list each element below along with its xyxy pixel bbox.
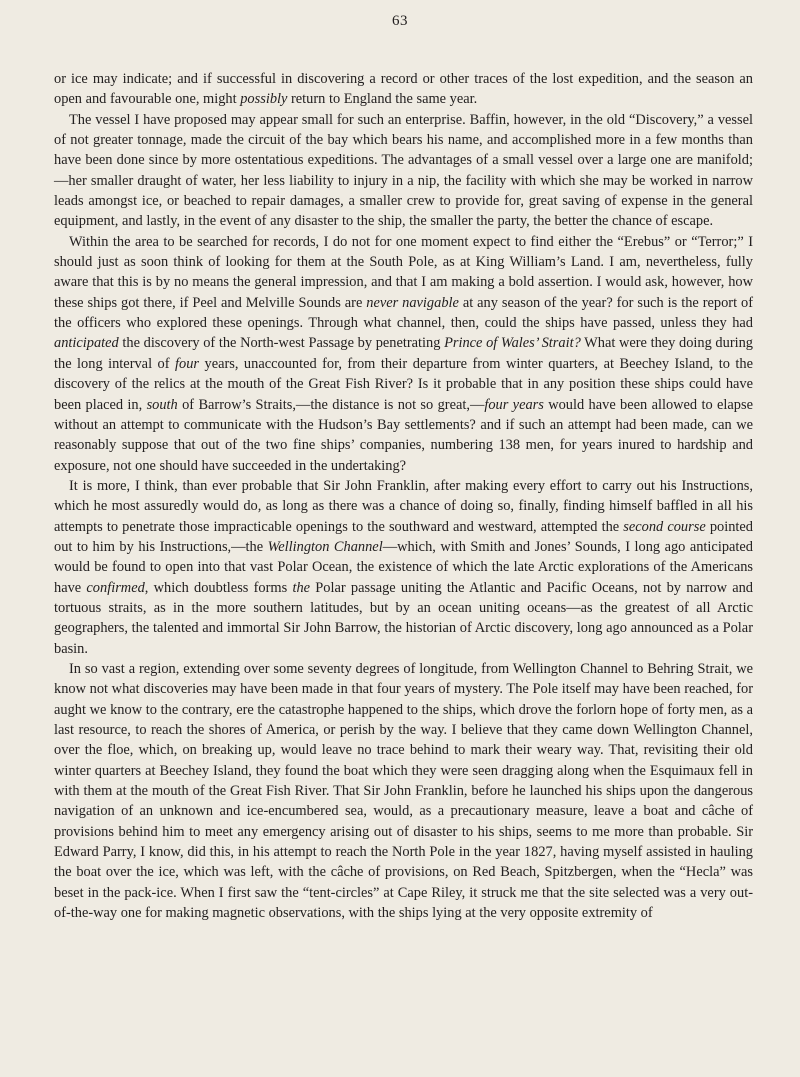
paragraph	[54, 110, 753, 232]
paragraph	[54, 232, 753, 476]
text-run: The vessel I have proposed may appear small for such an enterprise. Baffin, however, in the old “Discovery,” a vessel of not greater tonnage, made the circuit of the bay which bears his name, and accomplished more in a few months than have been done since by more ostentatious expeditions. The advantages of a small vessel over a large one are manifold;—her smaller draught of water, her less liability to injury in a nip, the facility with which she may be worked in narrow leads amongst ice, or beached to repair damages, a smaller crew to provide for, great saving of expense in the general equipment, and lastly, in the event of any disaster to the ship, the smaller the party, the better the chance of escape.	[54, 111, 753, 230]
text-run: would have been allowed to elapse without an attempt to communicate with the Hudson’s Bay settlements? and if such an attempt had been made, can we reasonably suppose that out of the two fine ships’ companies, numbering 138 men, for years inured to hardship and exposure, not one should have succeeded in the undertaking?	[54, 396, 753, 474]
text-run: pointed out to him by his Instructions,—the	[54, 518, 753, 555]
text-run: What were they doing during the long interval of	[54, 335, 754, 372]
italic-text: confirmed	[86, 579, 145, 596]
paragraph	[54, 476, 753, 659]
text-run: the discovery of the North-west Passage by penetrating	[118, 335, 445, 352]
text-run: It is more, I think, than ever probable that Sir John Franklin, after making every effort to carry out his Instructions, which he most assuredly would do, as long as there was a chance of doing so, finally, finding himself baffled in all his attempts to penetrate those impracticable openings to the southward and westward, attempted the	[54, 477, 753, 535]
text-run: , which doubtless forms	[144, 579, 293, 596]
italic-text: never navigable	[366, 294, 459, 311]
italic-text: four	[175, 355, 200, 372]
text-run: Polar passage uniting the Atlantic and Pacific Oceans, not by narrow and tortuous straits, as in the more southern latitudes, but by an ocean uniting oceans—as the greatest of all Arctic geographers, the talented and immortal Sir John Barrow, the historian of Arctic discovery, long ago announced as a Polar basin.	[54, 579, 754, 657]
paragraph	[54, 659, 753, 923]
text-run: In so vast a region, extending over some seventy degrees of longitude, from Wellington Channel to Behring Strait, we know not what discoveries may have been made in that four years of mystery. The Pole itself may have been reached, for aught we know to the contrary, ere the catastrophe happened to the ships, which drove the forlorn hope of forty men, as a last resource, to reach the shores of America, or perish by the way. I believe that they came down Wellington Channel, over the floe, which, on breaking up, would leave no trace behind to mark their weary way. That, revisiting their old winter quarters at Beechey Island, they found the boat which they were seen dragging along when the Esquimaux fell in with them at the mouth of the Great Fish River. That Sir John Franklin, before he launched his ships upon the dangerous navigation of an unknown and ice-encumbered sea, would, as a precautionary measure, leave a boat and câche of provisions behind him to meet any emergency arising out of disaster to his ships, seems to me more than probable. Sir Edward Parry, I know, did this, in his attempt to reach the North Pole in the year 1827, having myself assisted in hauling the boat over the ice, which was left, with the câche of provisions, on Red Beach, Spitzbergen, when the “Hecla” was beset in the pack-ice. When I first saw the “tent-circles” at Cape Riley, it struck me that the site selected was a very out-of-the-way one for making magnetic observations, with the ships lying at the very opposite extremity of	[54, 660, 753, 922]
text-run: —which, with Smith and Jones’ Sounds, I long ago anticipated would be found to open into that vast Polar Ocean, the existence of which the late Arctic explorations of the Americans have	[54, 538, 753, 596]
text-run: at any season of the year? for such is the report of the officers who explored these openings. Through what channel, then, could the ships have passed, unless they had	[54, 294, 753, 332]
italic-text: south	[146, 396, 178, 413]
text-run: return to England the same year.	[287, 91, 478, 108]
text-run: of Barrow’s Straits,—the distance is not so great,—	[177, 396, 485, 413]
text-run: or ice may indicate; and if successful in discovering a record or other traces of the lost expedition, and the season an open and favourable one, might	[54, 71, 753, 108]
paragraph	[54, 69, 753, 110]
italic-text: second course	[623, 518, 706, 535]
text-run: years, unaccounted for, from their departure from winter quarters, at Beechey Island, to the discovery of the relics at the mouth of the Great Fish River? Is it probable that in any position these ships could have been placed in,	[54, 355, 753, 413]
italic-text: four years	[484, 396, 544, 413]
italic-text: possibly	[240, 91, 288, 108]
text-run: Within the area to be searched for records, I do not for one moment expect to find either the “Erebus” or “Terror;” I should just as soon think of looking for them at the South Pole, as at King William’s Land. I am, nevertheless, fully aware that this is by no means the general impression, and that I am making a bold assertion. I would ask, however, how these ships got there, if Peel and Melville Sounds are	[54, 233, 753, 311]
italic-text: anticipated	[54, 335, 119, 352]
italic-text: the	[292, 579, 311, 596]
page-number: 63	[392, 13, 408, 29]
italic-text: Wellington Channel	[267, 538, 383, 555]
body-text	[54, 69, 753, 923]
italic-text: Prince of Wales’ Strait?	[444, 335, 581, 352]
